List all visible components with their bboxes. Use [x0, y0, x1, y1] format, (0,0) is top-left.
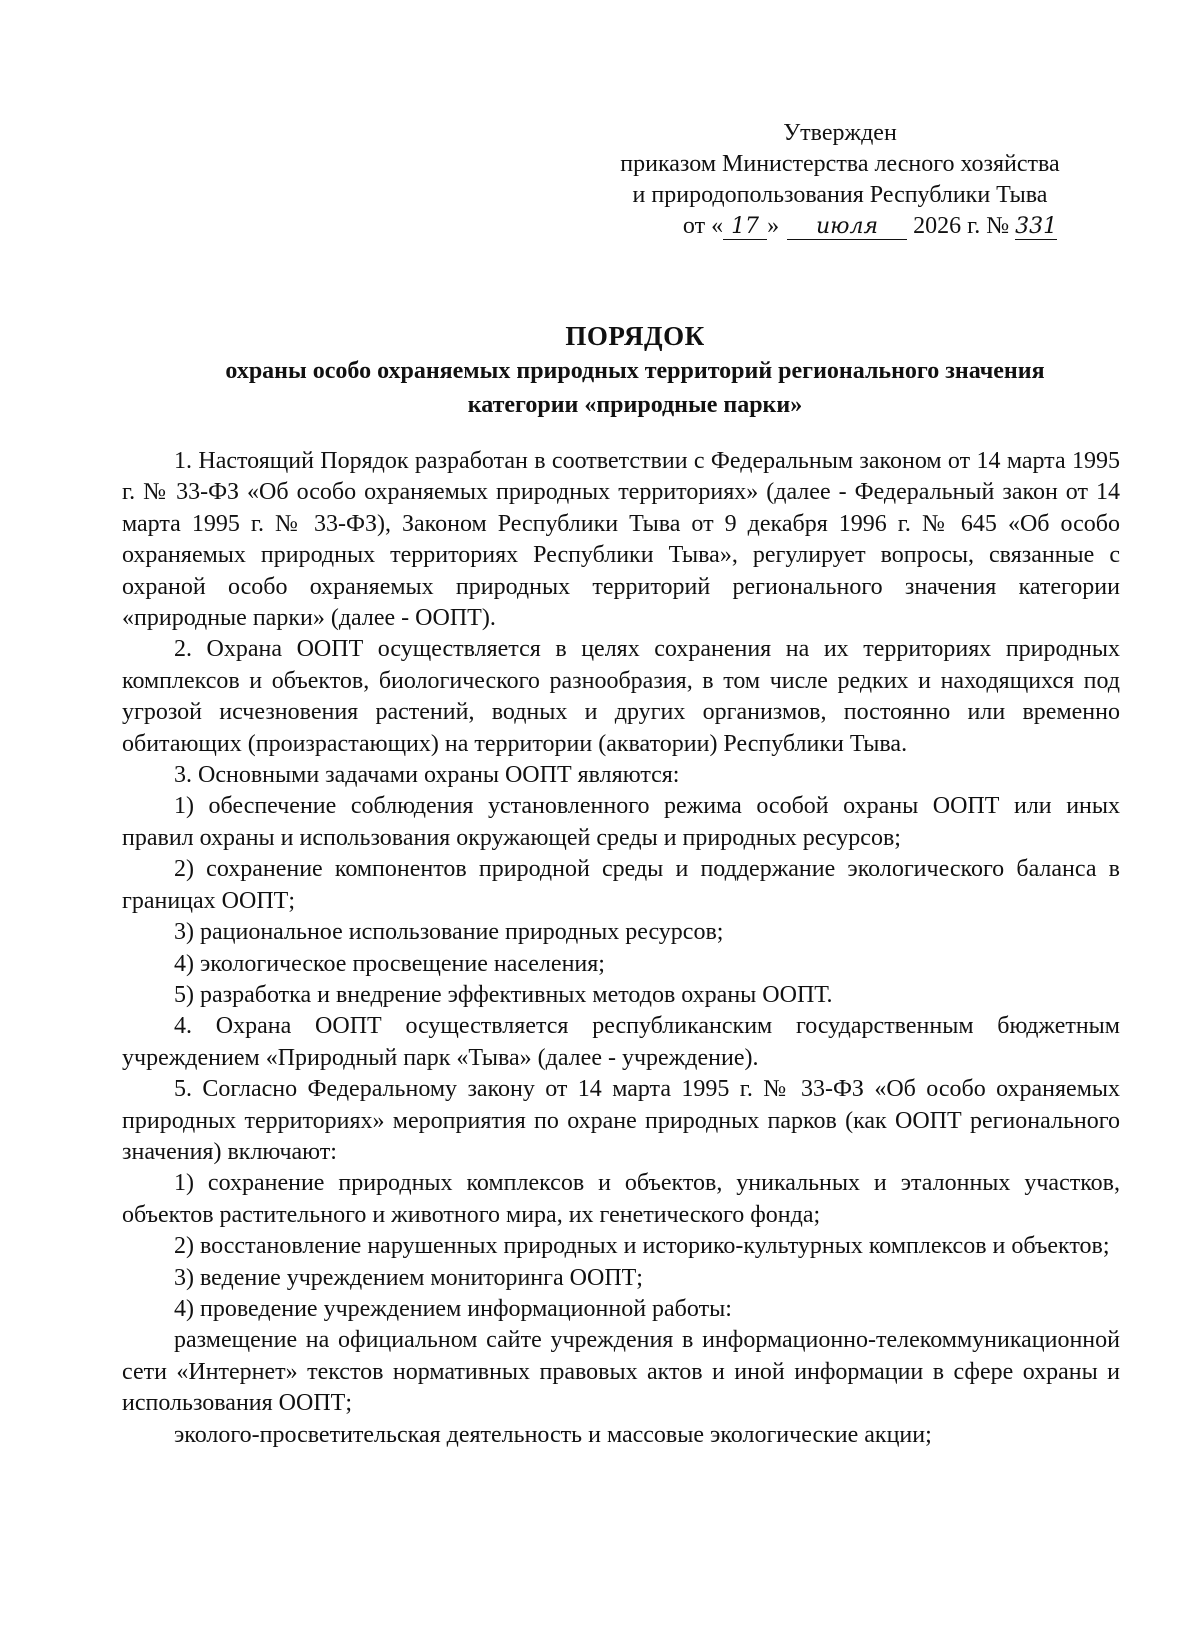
- handwritten-month: июля: [787, 215, 907, 240]
- paragraph-5-item-1: 1) сохранение природных комплексов и объектов, уникальных и эталонных участков, объектов растительного и животного мира, их генетического фонда;: [122, 1170, 1120, 1228]
- document-subtitle-line2: категории «природные парки»: [467, 392, 803, 418]
- paragraph-5: 5. Согласно Федеральному закону от 14 марта 1995 г. № 33-ФЗ «Об особо охраняемых природных территориях» мероприятия по охране природных парков (как ООПТ регионального значения) включают:: [122, 1076, 1120, 1165]
- document-subtitle-line1: охраны особо охраняемых природных территорий регионального значения: [225, 358, 1045, 384]
- paragraph-3: 3. Основными задачами охраны ООПТ являются:: [174, 762, 680, 789]
- date-year: 2026 г. №: [913, 213, 1010, 239]
- document-title-block: [150, 318, 1120, 422]
- approval-order-line: приказом Министерства лесного хозяйства: [620, 151, 1060, 177]
- document-body: [122, 446, 1120, 1451]
- paragraph-3-item-4: 4) экологическое просвещение населения;: [174, 950, 605, 977]
- paragraph-1: 1. Настоящий Порядок разработан в соответствии с Федеральным законом от 14 марта 1995 г. № 33-ФЗ «Об особо охраняемых природных территориях» (далее - Федеральный закон от 14 марта 1995 г. № 33-ФЗ), Законом Республики Тыва от 9 декабря 1996 г. № 645 «Об особо охраняемых природных территориях Республики Тыва», регулирует вопросы, связанные с охраной особо охраняемых природных территорий регионального значения категории «природные парки» (далее - ООПТ).: [122, 448, 1120, 632]
- document-title: ПОРЯДОК: [565, 321, 705, 351]
- paragraph-3-item-2: 2) сохранение компонентов природной среды и поддержание экологического баланса в границах ООПТ;: [122, 856, 1120, 914]
- paragraph-3-item-3: 3) рациональное использование природных ресурсов;: [174, 919, 724, 946]
- date-prefix: от «: [682, 213, 724, 239]
- paragraph-5-item-4: 4) проведение учреждением информационной работы:: [174, 1295, 732, 1322]
- approval-date-line: [560, 211, 1120, 242]
- paragraph-4: 4. Охрана ООПТ осуществляется республиканским государственным бюджетным учреждением «Природный парк «Тыва» (далее - учреждение).: [122, 1013, 1120, 1071]
- date-mid: »: [767, 213, 780, 239]
- approval-title: Утвержден: [783, 120, 897, 146]
- approval-stamp: [560, 118, 1120, 242]
- paragraph-3-item-1: 1) обеспечение соблюдения установленного режима особой охраны ООПТ или иных правил охраны и использования окружающей среды и природных ресурсов;: [122, 793, 1120, 851]
- paragraph-5-item-2: 2) восстановление нарушенных природных и историко-культурных комплексов и объектов;: [174, 1233, 1110, 1260]
- paragraph-5-item-3: 3) ведение учреждением мониторинга ООПТ;: [174, 1264, 643, 1291]
- paragraph-2: 2. Охрана ООПТ осуществляется в целях сохранения на их территориях природных комплексов и объектов, биологического разнообразия, в том числе редких и находящихся под угрозой исчезновения растений, водных и других организмов, постоянно или временно обитающих (произрастающих) на территории (акватории) Республики Тыва.: [122, 636, 1120, 757]
- handwritten-day: 17: [723, 215, 767, 240]
- handwritten-number: 331: [1015, 214, 1058, 239]
- paragraph-5-item-4-sub-2: эколого-просветительская деятельность и массовые экологические акции;: [174, 1421, 932, 1448]
- paragraph-3-item-5: 5) разработка и внедрение эффективных методов охраны ООПТ.: [174, 981, 833, 1008]
- paragraph-5-item-4-sub-1: размещение на официальном сайте учреждения в информационно-телекоммуникационной сети «Интернет» текстов нормативных правовых актов и иной информации в сфере охраны и использования ООПТ;: [122, 1327, 1120, 1417]
- approval-ministry-line: и природопользования Республики Тыва: [632, 182, 1048, 208]
